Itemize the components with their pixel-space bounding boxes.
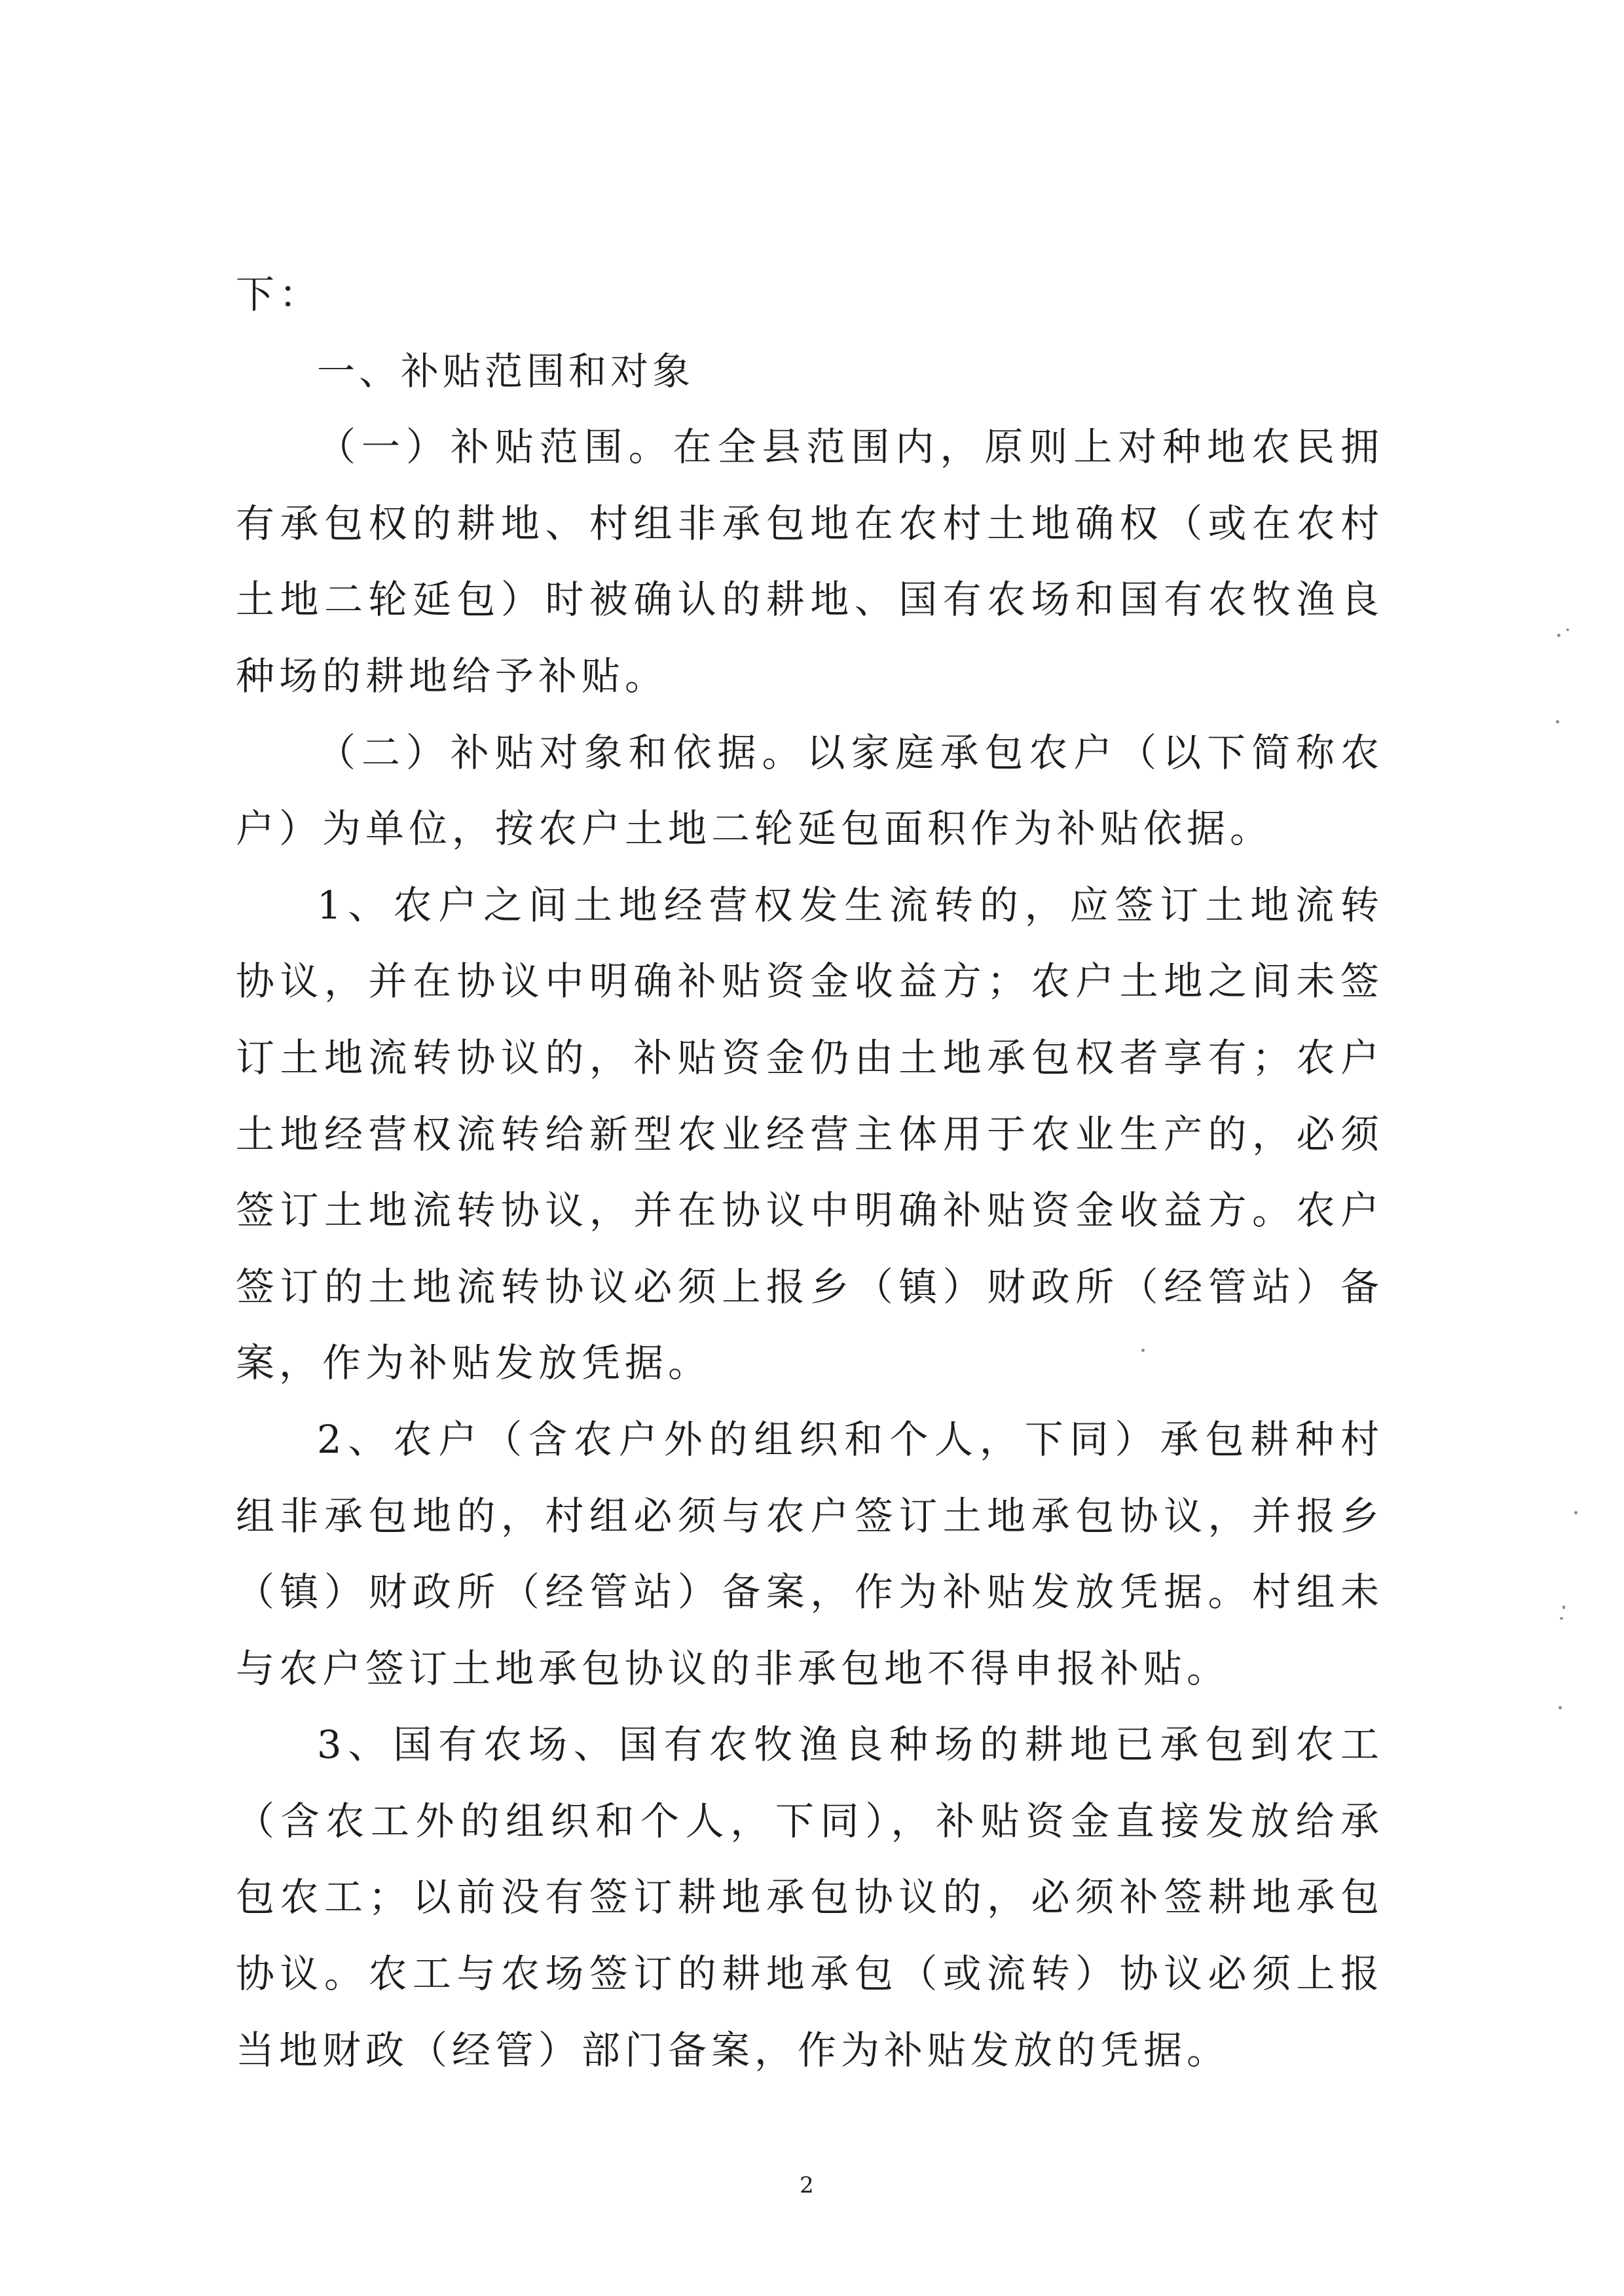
- paragraph-target-basis: [236, 715, 1384, 867]
- scan-speck: [1566, 629, 1569, 631]
- text-line: 签订的土地流转协议必须上报乡（镇）财政所（经管站）备: [236, 1264, 1384, 1309]
- text-line: 有承包权的耕地、村组非承包地在农村土地确权（或在农村: [236, 500, 1384, 546]
- paragraph-item-2: [236, 1402, 1384, 1707]
- text-line: 1、农户之间土地经营权发生流转的，应签订土地流转: [317, 882, 1384, 928]
- text-line: 种场的耕地给予补贴。: [236, 653, 669, 699]
- paragraph-item-3: [236, 1707, 1384, 2088]
- text-line: （镇）财政所（经管站）备案，作为补贴发放凭据。村组未: [236, 1569, 1384, 1615]
- section-heading: 一、补贴范围和对象: [317, 348, 695, 393]
- text-line: 3、国有农场、国有农牧渔良种场的耕地已承包到农工: [317, 1722, 1384, 1768]
- scan-speck: [1557, 634, 1560, 637]
- text-line: （含农工外的组织和个人，下同），补贴资金直接发放给承: [236, 1798, 1384, 1844]
- text-line: 当地财政（经管）部门备案，作为补贴发放的凭据。: [236, 2027, 1230, 2073]
- text-line: （二）补贴对象和依据。以家庭承包农户（以下简称农: [317, 729, 1384, 775]
- text-line: 包农工；以前没有签订耕地承包协议的，必须补签耕地承包: [236, 1874, 1384, 1920]
- text-line: 2、农户（含农户外的组织和个人，下同）承包耕种村: [317, 1416, 1384, 1462]
- text-line: 订土地流转协议的，补贴资金仍由土地承包权者享有；农户: [236, 1034, 1384, 1080]
- document-body: [236, 257, 1384, 2088]
- page-number: 2: [800, 2172, 814, 2198]
- scan-speck: [1560, 1617, 1563, 1620]
- scan-speck: [1562, 1605, 1565, 1609]
- text-line: 土地经营权流转给新型农业经营主体用于农业生产的，必须: [236, 1111, 1384, 1157]
- text-line: 土地二轮延包）时被确认的耕地、国有农场和国有农牧渔良: [236, 577, 1384, 623]
- text-line: 与农户签订土地承包协议的非承包地不得申报补贴。: [236, 1645, 1230, 1691]
- scan-speck: [1574, 1511, 1578, 1514]
- scan-speck: [1141, 1349, 1145, 1352]
- paragraph-scope: [236, 409, 1384, 714]
- text-line: 协议。农工与农场签订的耕地承包（或流转）协议必须上报: [236, 1951, 1384, 1997]
- text-line: 签订土地流转协议，并在协议中明确补贴资金收益方。农户: [236, 1188, 1384, 1233]
- text-line: 户）为单位，按农户土地二轮延包面积作为补贴依据。: [236, 806, 1274, 852]
- paragraph-item-1: [236, 867, 1384, 1402]
- text-line: 协议，并在协议中明确补贴资金收益方；农户土地之间未签: [236, 958, 1384, 1004]
- lead-text: 下：: [236, 272, 323, 317]
- scan-speck: [1556, 720, 1559, 723]
- text-line: 组非承包地的，村组必须与农户签订土地承包协议，并报乡: [236, 1493, 1384, 1539]
- scan-speck: [1559, 1706, 1562, 1709]
- text-line: （一）补贴范围。在全县范围内，原则上对种地农民拥: [317, 424, 1384, 470]
- text-line: 案，作为补贴发放凭据。: [236, 1340, 712, 1386]
